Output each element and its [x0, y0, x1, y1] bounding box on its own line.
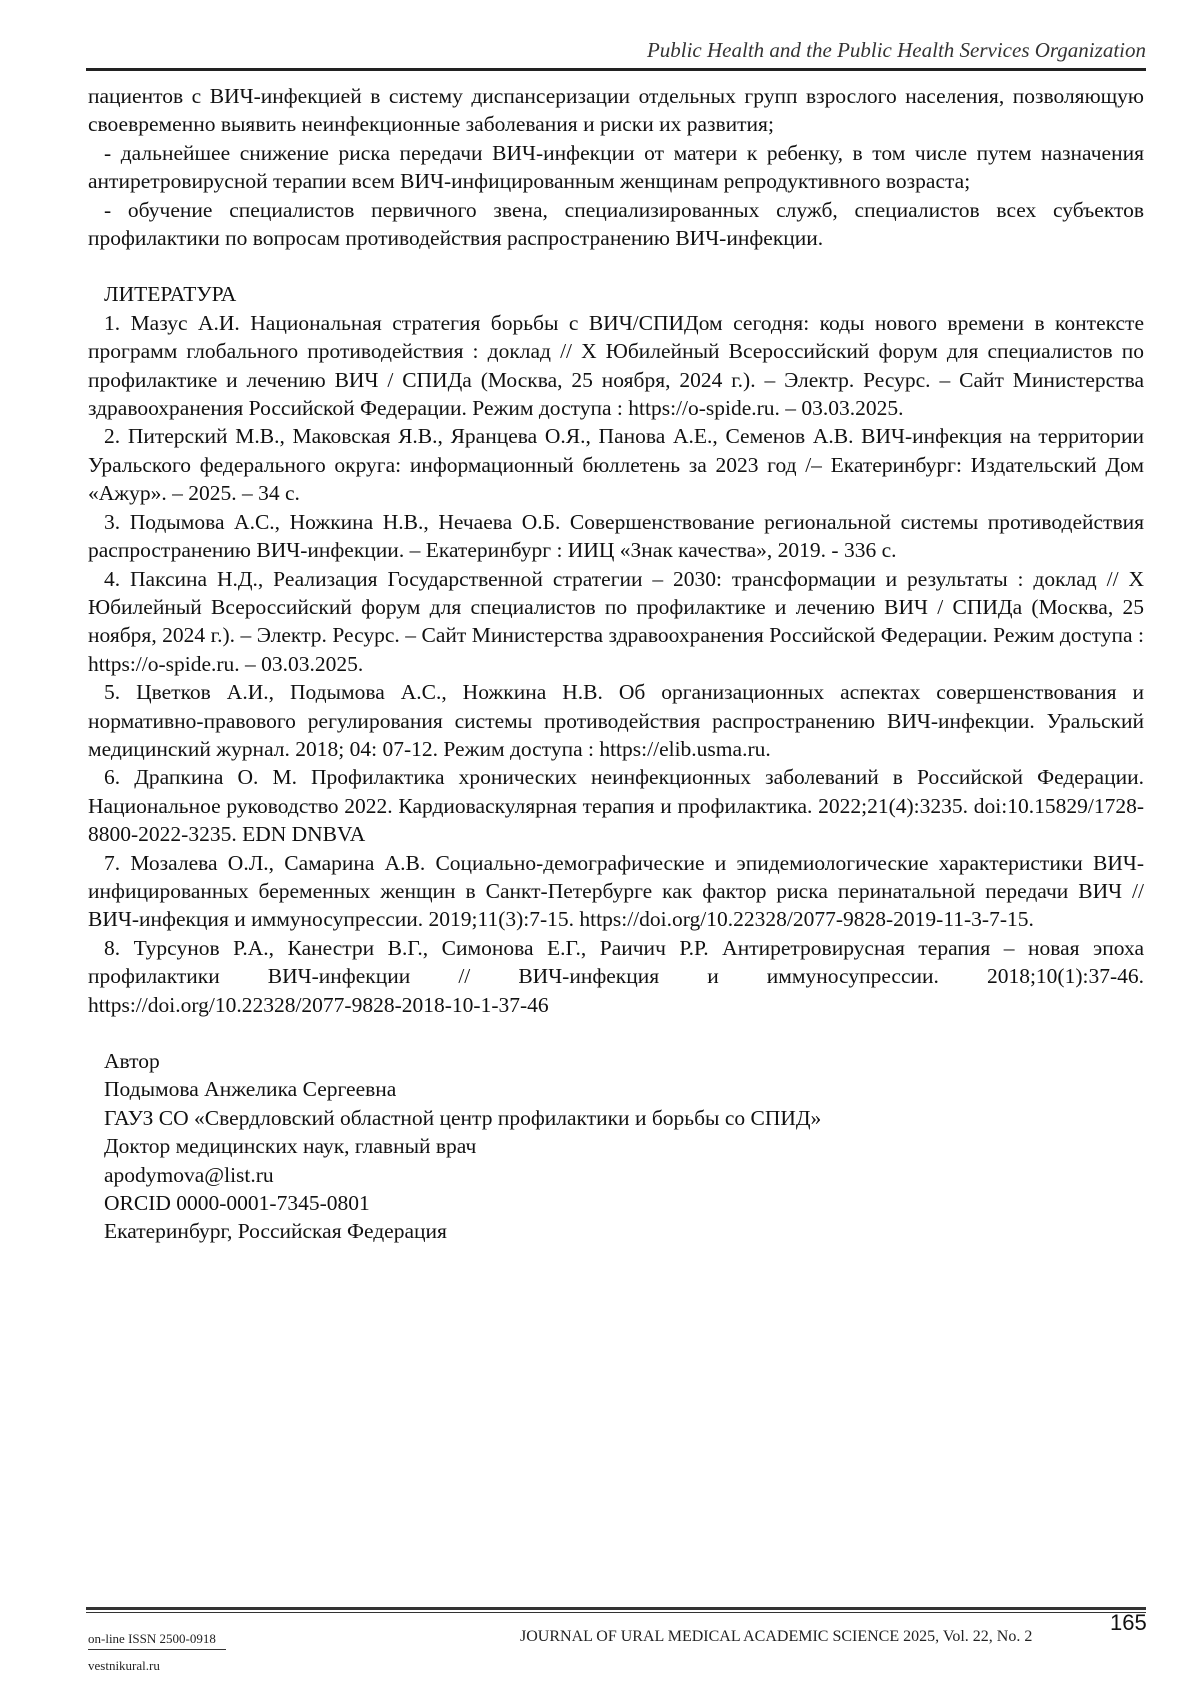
author-name: Подымова Анжелика Сергеевна: [104, 1077, 397, 1102]
running-title: Public Health and the Public Health Services Organization: [646, 38, 1146, 62]
body-paragraph: пациентов с ВИЧ-инфекцией в систему диспансеризации отдельных групп взрослого населения, позволяющую своевременно выявить неинфекционные заболевания и риски их развития;: [88, 84, 1144, 137]
footer-rule-thin: [86, 1612, 1146, 1613]
reference-item: 7. Мозалева О.Л., Самарина А.В. Социально-демографические и эпидемиологические характеристики ВИЧ-инфицированных беременных женщин в Санкт-Петербурге как фактор риска перинатальной передачи ВИЧ // ВИЧ-инфекция и иммуносупрессии. 2019;11(3):7-15. https://doi.org/10.22328/2077-9828-2019-11-3-7-15.: [88, 850, 1144, 932]
reference-item: 5. Цветков А.И., Подымова А.С., Ножкина Н.В. Об организационных аспектах совершенствования и нормативно-правового регулирования системы противодействия распространению ВИЧ-инфекции. Уральский медицинский журнал. 2018; 04: 07-12. Режим доступа : https://elib.usma.ru.: [88, 680, 1144, 761]
reference-item: 4. Паксина Н.Д., Реализация Государственной стратегии – 2030: трансформации и результаты : доклад // X Юбилейный Всероссийский форум для специалистов по профилактике и лечению ВИЧ / СПИДа (Москва, 25 ноября, 2024 г.). – Электр. Ресурс. – Сайт Министерства здравоохранения Российской Федерации. Режим доступа : https://o-spide.ru. – 03.03.2025.: [88, 566, 1144, 676]
reference-item: 3. Подымова А.С., Ножкина Н.В., Нечаева О.Б. Совершенствование региональной системы противодействия распространению ВИЧ-инфекции. – Екатеринбург : ИИЦ «Знак качества», 2019. - 336 с.: [88, 509, 1144, 563]
author-location: Екатеринбург, Российская Федерация: [104, 1219, 447, 1244]
references-section: [88, 280, 1144, 1019]
page-number: 165: [1110, 1610, 1147, 1635]
author-organization: ГАУЗ СО «Свердловский областной центр профилактики и борьбы со СПИД»: [104, 1105, 822, 1130]
author-heading: Автор: [104, 1049, 160, 1073]
author-email: apodymova@list.ru: [104, 1162, 274, 1187]
footer-rule: [86, 1607, 1146, 1610]
body-paragraph: - обучение специалистов первичного звена, специализированных служб, специалистов всех субъектов профилактики по вопросам противодействия распространению ВИЧ-инфекции.: [88, 197, 1144, 251]
reference-item: 6. Драпкина О. М. Профилактика хронических неинфекционных заболеваний в Российской Федерации. Национальное руководство 2022. Кардиоваскулярная терапия и профилактика. 2022;21(4):3235. doi:10.15829/1728-8800-2022-3235. EDN DNBVA: [88, 765, 1144, 847]
author-position: Доктор медицинских наук, главный врач: [104, 1134, 477, 1159]
section-spacer: [88, 1019, 1144, 1047]
footer-issn: on-line ISSN 2500-0918: [88, 1631, 226, 1650]
author-orcid: ORCID 0000-0001-7345-0801: [104, 1191, 370, 1216]
reference-item: 2. Питерский М.В., Маковская Я.В., Яранцева О.Я., Панова А.Е., Семенов А.В. ВИЧ-инфекция на территории Уральского федерального округа: информационный бюллетень за 2023 год /– Екатеринбург: Издательский Дом «Ажур». – 2025. – 34 с.: [88, 424, 1144, 506]
body-paragraph: - дальнейшее снижение риска передачи ВИЧ-инфекции от матери к ребенку, в том числе путем назначения антиретровирусной терапии всем ВИЧ-инфицированным женщинам репродуктивного возраста;: [88, 140, 1144, 194]
references-title: ЛИТЕРАТУРА: [104, 282, 237, 307]
footer-journal-title: JOURNAL OF URAL MEDICAL ACADEMIC SCIENCE 2025, Vol. 22, No. 2: [520, 1628, 1033, 1645]
header-rule: [86, 68, 1146, 71]
author-info: [88, 1047, 1144, 1246]
article-body: [88, 82, 1144, 1246]
section-spacer: [88, 252, 1144, 280]
footer-website: vestnikural.ru: [88, 1658, 160, 1673]
reference-item: 1. Мазус А.И. Национальная стратегия борьбы с ВИЧ/СПИДом сегодня: коды нового времени в контексте программ глобального противодействия : доклад // X Юбилейный Всероссийский форум для специалистов по профилактике и лечению ВИЧ / СПИДа (Москва, 25 ноября, 2024 г.). – Электр. Ресурс. – Сайт Министерства здравоохранения Российской Федерации. Режим доступа : https://o-spide.ru. – 03.03.2025.: [88, 310, 1144, 421]
reference-item: 8. Турсунов Р.А., Канестри В.Г., Симонова Е.Г., Раичич Р.Р. Антиретровирусная терапия – новая эпоха профилактики ВИЧ-инфекции // ВИЧ-инфекция и иммуносупрессии. 2018;10(1):37-46. https://doi.org/10.22328/2077-9828-2018-10-1-37-46: [88, 935, 1144, 1017]
